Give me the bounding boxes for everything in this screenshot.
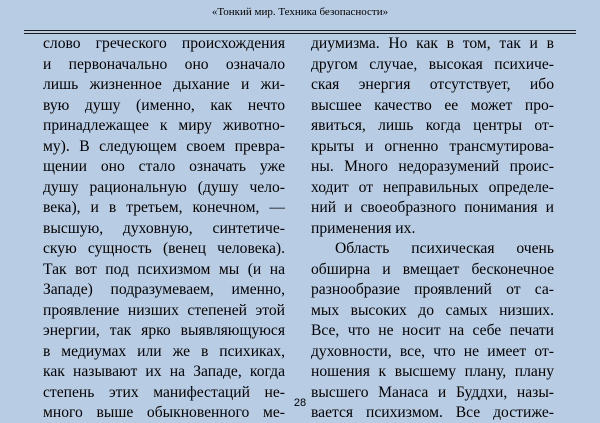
text-line: мых высоких до самых низших. (311, 301, 554, 319)
text-line: в медиумах или же в психиках, (43, 342, 285, 360)
text-line: вую душу (именно, как нечто (43, 96, 285, 114)
header-rule-top (24, 30, 576, 31)
text-line: обширна и вмещает бесконечное (311, 260, 554, 278)
text-line: Так вот под психизмом мы (и на (43, 260, 285, 278)
right-text-column (311, 34, 554, 423)
text-line: ская энергия отсутствует, ибо (311, 76, 554, 93)
text-line: духовности, все, что не имеет от- (311, 342, 554, 360)
text-line: разнообразие проявлений от са- (311, 281, 554, 298)
text-line: много выше обыкновенного ме- (43, 404, 285, 421)
text-line: проявление низших степеней этой (43, 301, 285, 319)
left-text-column (43, 34, 285, 423)
text-line: века), и в третьем, конечном, — (43, 199, 285, 216)
text-line: лишь жизненное дыхание и жи- (43, 76, 285, 93)
text-line: слово греческого происхождения (43, 35, 285, 52)
text-line: другом случае, высокая психиче- (311, 55, 554, 73)
text-line: и первоначально оно означало (43, 55, 285, 73)
text-line: принадлежащее к миру животно- (43, 117, 285, 134)
text-line: крыты и огненно трансмутирова- (311, 137, 554, 155)
text-line: щении оно стало означать уже (43, 158, 285, 175)
page-number: 28 (293, 397, 307, 409)
text-line: диумизма. Но как в том, так и в (311, 35, 554, 52)
text-line: вается психизмом. Все достиже- (311, 404, 554, 421)
text-line: душу рациональную (душу чело- (43, 178, 285, 196)
text-line: степень этих манифестаций не- (43, 383, 285, 401)
text-line: скую сущность (венец человека). (43, 240, 285, 257)
running-header: «Тонкий мир. Техника безопасности» (211, 6, 389, 18)
text-line: Все, что не носит на себе печати (311, 322, 554, 339)
text-line: явиться, лишь когда центры от- (311, 117, 554, 134)
text-line: Западе) подразумеваем, именно, (43, 281, 285, 298)
paragraph-last-line: применения их. (311, 219, 416, 237)
text-line: энергии, так ярко выявляющуюся (43, 322, 285, 339)
text-line: ний и своеобразного понимания и (311, 199, 554, 216)
text-line: ходит от неправильных определе- (311, 178, 554, 196)
text-line: ношения к высшему плану, плану (311, 363, 554, 380)
text-line: му). В следующем своем превра- (43, 137, 285, 155)
text-line: высшую, духовную, синтетиче- (43, 219, 285, 237)
text-line: как называют их на Западе, когда (43, 363, 285, 380)
text-line: высшее качество ее может про- (311, 96, 554, 114)
paragraph-first-line: Область психическая очень (335, 240, 554, 257)
text-line: ны. Много недоразумений проис- (311, 158, 554, 175)
text-line: высшего Манаса и Буддхи, назы- (311, 383, 554, 401)
